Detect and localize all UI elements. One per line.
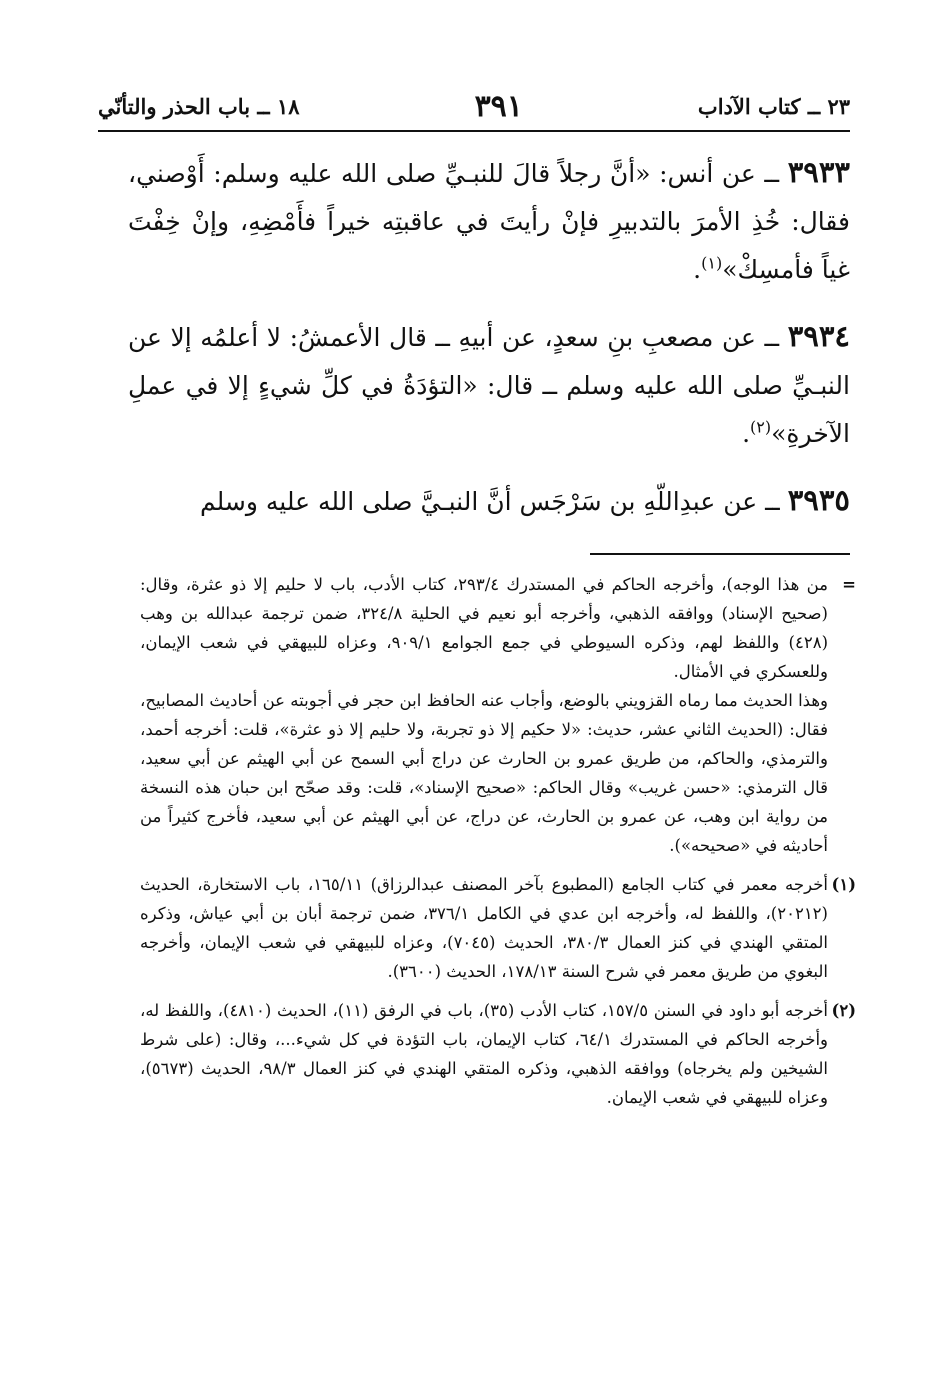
footnote-paragraph: أخرجه أبو داود في السنن ١٥٧/٥، كتاب الأدب (٣٥)، باب في الرفق (١١)، الحديث (٤٨١٠)، واللفظ له، وأخرجه الحاكم في المستدرك ٦٤/١، كتاب الإيمان، باب التؤدة في كل شيء...، وقال: (على شرط الشيخين ولم يخرجاه) ووافقه الذهبي، وذكره المتقي الهندي في كنز العمال ٩٨/٣، الحديث (٥٦٧٣)، وعزاه للبيهقي في شعب الإيمان. bbox=[140, 1001, 829, 1107]
page-number: ٣٩١ bbox=[474, 88, 523, 124]
hadith-3935 bbox=[128, 476, 850, 526]
hadith-3933 bbox=[128, 148, 850, 294]
footnote-1 bbox=[140, 870, 856, 986]
footnote-2 bbox=[140, 996, 856, 1112]
footnote-ref: (٢) bbox=[750, 417, 772, 437]
footnote-divider bbox=[590, 553, 850, 555]
hadith-number: ٣٩٣٤ bbox=[787, 319, 850, 353]
footnote-paragraph: أخرجه معمر في كتاب الجامع (المطبوع بآخر المصنف عبدالرزاق) ١٦٥/١١، باب الاستخارة، الحديث (٢٠٢١٢)، واللفظ له، وأخرجه ابن عدي في الكامل ٣٧٦/١، ضمن ترجمة أبان بن أبي عياش، وذكره المتقي الهندي في كنز العمال ٣٨٠/٣، الحديث (٧٠٤٥)، وعزاه للبيهقي في شعب الإيمان، وأخرجه البغوي من طريق معمر في شرح السنة ١٧٨/١٣، الحديث (٣٦٠٠). bbox=[140, 875, 828, 981]
header-divider bbox=[98, 130, 850, 132]
footnote-paragraph: من هذا الوجه)، وأخرجه الحاكم في المستدرك ٢٩٣/٤، كتاب الأدب، باب لا حليم إلا ذو عثرة، وقال: (صحيح الإسناد) ووافقه الذهبي، وأخرجه أبو نعيم في الحلية ٣٢٤/٨، ضمن ترجمة عبدالله بن وهب (٤٢٨) واللفظ لهم، وذكره السيوطي في جمع الجوامع ٩٠٩/١، وعزاه للبيهقي في شعب الإيمان، وللعسكري في الأمثال. bbox=[140, 575, 828, 681]
hadith-end: . bbox=[742, 419, 751, 448]
running-header bbox=[98, 86, 850, 126]
footnote-marker: (١) bbox=[831, 875, 856, 894]
hadith-text: ــ عن مصعبِ بنِ سعدٍ، عن أبيهِ ــ قال الأعمشُ: لا أعلمُه إلا عن النبـيِّ صلى الله عليه وسلم ــ قال: «التؤدَةُ في كلِّ شيءٍ إلا في عملِ الآخرةِ» bbox=[128, 323, 850, 448]
hadith-3934 bbox=[128, 312, 850, 458]
footnote-marker: = bbox=[842, 575, 856, 594]
hadith-text: ــ عن عبدِاللّهِ بن سَرْجَس أنَّ النبـيَّ صلى الله عليه وسلم bbox=[200, 487, 788, 516]
hadith-number: ٣٩٣٥ bbox=[787, 483, 850, 517]
hadith-number: ٣٩٣٣ bbox=[787, 155, 850, 189]
footnote-ref: (١) bbox=[701, 253, 723, 273]
chapter-title: ١٨ ــ باب الحذر والتأنّي bbox=[98, 93, 300, 119]
hadith-end: . bbox=[693, 255, 702, 284]
main-text bbox=[128, 148, 850, 544]
footnote-continued bbox=[140, 570, 856, 860]
footnote-paragraph: وهذا الحديث مما رماه القزويني بالوضع، وأجاب عنه الحافظ ابن حجر في أجوبته عن أحاديث المصابيح، فقال: (الحديث الثاني عشر، حديث: «لا حكيم إلا ذو تجربة، ولا حليم إلا ذو عثرة»، قلت: أخرجه أحمد، والترمذي، والحاكم، من طريق عمرو بن الحارث عن دراج أبي السمح عن أبي الهيثم عن أبي سعيد، قال الترمذي: «حسن غريب» وقال الحاكم: «صحيح الإسناد»، قلت: وقد صحّح ابن حبان هذه النسخة من رواية ابن وهب، عن عمرو بن الحارث، عن دراج، عن أبي الهيثم عن أبي سعيد، فأخرج كثيراً من أحاديثه في «صحيحه»). bbox=[140, 691, 828, 855]
hadith-text: ــ عن أنس: «أنَّ رجلاً قالَ للنبـيِّ صلى الله عليه وسلم: أَوْصني، فقال: خُذِ الأمرَ بالتدبيرِ فإنْ رأيتَ في عاقبتِه خيراً فأَمْضِهِ، وإنْ خِفْتَ غياً فأمسِكْ» bbox=[128, 159, 850, 284]
footnote-marker: (٢) bbox=[831, 1001, 856, 1020]
book-title: ٢٣ ــ كتاب الآداب bbox=[697, 93, 850, 119]
footnotes-section bbox=[140, 570, 856, 1122]
